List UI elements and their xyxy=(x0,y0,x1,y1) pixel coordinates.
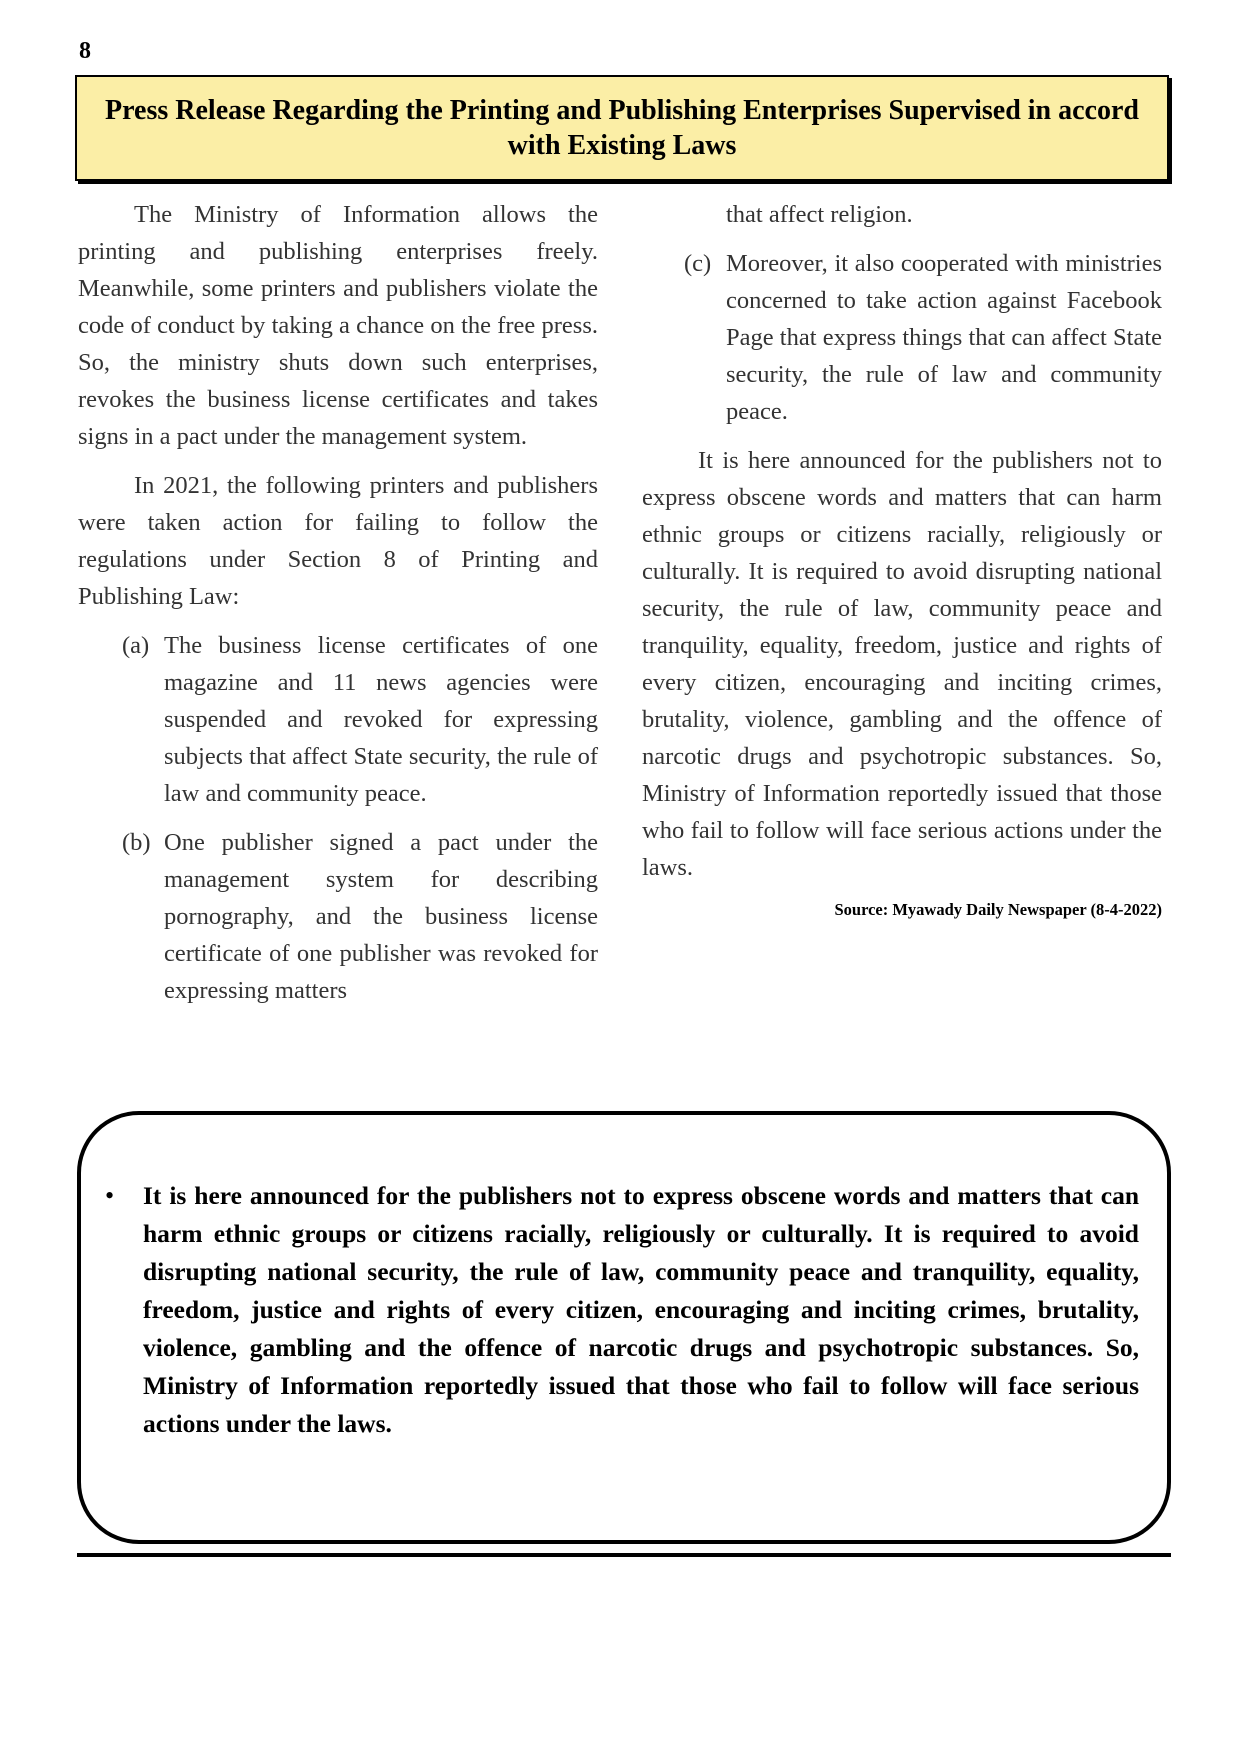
highlight-callout-box xyxy=(77,1111,1171,1544)
bottom-divider xyxy=(77,1553,1171,1557)
right-column xyxy=(642,196,1162,922)
announcement-paragraph: It is here announced for the publishers not to express obscene words and matters that can harm ethnic groups or citizens racially, religiously or culturally. It is required to avoid disrupting national security, the rule of law, community peace and tranquility, equality, freedom, justice and rights of every citizen, encouraging and inciting crimes, brutality, violence, gambling and the offence of narcotic drugs and psychotropic substances. So, Ministry of Information reportedly issued that those who fail to follow will face serious actions under the laws. xyxy=(642,447,1162,881)
list-item-label: (c) xyxy=(684,250,712,277)
page-number: 8 xyxy=(79,38,91,64)
page-title: Press Release Regarding the Printing and Publishing Enterprises Supervised in accord with Existing Laws xyxy=(105,95,1139,161)
title-banner xyxy=(75,75,1169,181)
left-column xyxy=(78,196,598,1021)
intro-paragraph: The Ministry of Information allows the printing and publishing enterprises freely. Meanwhile, some printers and publishers violate the code of conduct by taking a chance on the free press. So, the ministry shuts down such enterprises, revokes the business license certificates and takes signs in a pact under the management system. xyxy=(78,201,598,450)
list-item-label: (a) xyxy=(122,632,150,659)
bullet-icon: • xyxy=(105,1181,115,1210)
list-item-b xyxy=(78,824,598,1009)
list-item-label: (b) xyxy=(122,829,151,856)
callout-text: It is here announced for the publishers not to express obscene words and matters that can harm ethnic groups or citizens racially, religiously or culturally. It is required to avoid disrupting national security, the rule of law, community peace and tranquility, equality, freedom, justice and rights of every citizen, encouraging and inciting crimes, brutality, violence, gambling and the offence of narcotic drugs and psychotropic substances. So, Ministry of Information reportedly issued that those who fail to follow will face serious actions under the laws. xyxy=(143,1181,1139,1438)
list-item-a xyxy=(78,627,598,812)
callout-bullet-item xyxy=(105,1177,1139,1443)
actions-paragraph: In 2021, the following printers and publishers were taken action for failing to follow the regulations under Section 8 of Printing and Publishing Law: xyxy=(78,472,598,610)
source-citation: Source: Myawady Daily Newspaper (8-4-2022) xyxy=(834,900,1162,919)
list-item-text: One publisher signed a pact under the management system for describing pornography, and the business license certificate of one publisher was revoked for expressing matters xyxy=(164,829,598,1004)
list-item-b-continuation: that affect religion. xyxy=(726,201,913,228)
list-item-c xyxy=(642,245,1162,430)
list-item-text: Moreover, it also cooperated with ministries concerned to take action against Facebook Page that express things that can affect State security, the rule of law and community peace. xyxy=(726,250,1162,425)
list-item-text: The business license certificates of one magazine and 11 news agencies were suspended and revoked for expressing subjects that affect State security, the rule of law and community peace. xyxy=(164,632,598,807)
